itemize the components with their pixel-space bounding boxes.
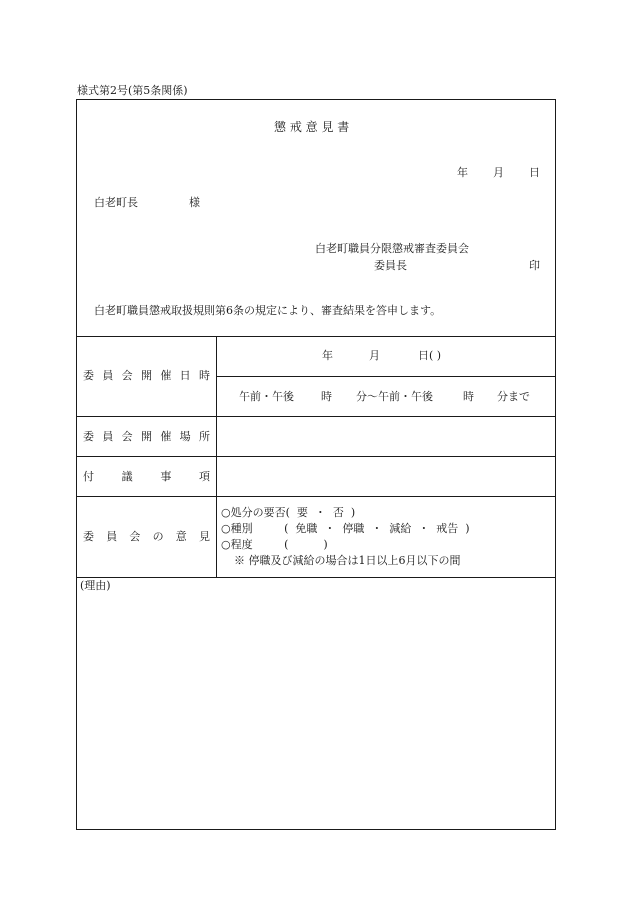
opinion-form-sheet: [76, 99, 556, 830]
committee-name: 白老町職員分限懲戒審査委員会: [315, 242, 469, 255]
date-year: 年: [457, 166, 468, 179]
committee-chair: 委員長: [374, 259, 407, 272]
meeting-date-day: 日( ): [418, 349, 442, 362]
meeting-start-hour: 時: [321, 390, 332, 403]
statement-text: 白老町職員懲戒取扱規則第6条の規定により、審査結果を答申します。: [94, 304, 442, 317]
meeting-end-minute: 分まで: [497, 390, 530, 403]
rule-datetime-split: [216, 376, 555, 377]
rule-label-column: [216, 336, 217, 577]
meeting-start-ampm: 午前・午後: [239, 390, 294, 403]
label-meeting-datetime: 委 員 会 開 催 日 時: [83, 369, 210, 382]
meeting-date-month: 月: [369, 349, 380, 362]
rule-after-opinion: [77, 577, 555, 578]
document-title: 懲 戒 意 見 書: [274, 120, 350, 134]
rule-table-top: [77, 336, 555, 337]
rule-after-agenda: [77, 496, 555, 497]
option-disposition-necessity: ○処分の要否( 要 ・ 否 ): [221, 506, 356, 519]
rule-after-place: [77, 456, 555, 457]
opinion-note: ※ 停職及び減給の場合は1日以上6月以下の間: [234, 554, 461, 567]
meeting-date-year: 年: [322, 349, 333, 362]
reason-label: (理由): [80, 579, 111, 592]
seal-mark: 印: [529, 259, 540, 272]
date-day: 日: [529, 166, 540, 179]
label-agenda: 付 議 事 項: [83, 470, 210, 483]
option-disposition-type: ○種別 ( 免職 ・ 停職 ・ 減給 ・ 戒告 ): [221, 522, 470, 535]
meeting-start-minute: 分〜午前・午後: [356, 390, 433, 403]
label-meeting-place: 委 員 会 開 催 場 所: [83, 430, 210, 443]
addressee-name: 白老町長: [94, 196, 138, 209]
addressee-honorific: 様: [189, 196, 200, 209]
rule-after-datetime: [77, 416, 555, 417]
meeting-end-hour: 時: [463, 390, 474, 403]
form-number-label: 様式第2号(第5条関係): [77, 84, 188, 97]
date-month: 月: [493, 166, 504, 179]
option-disposition-degree: ○程度 ( ): [221, 538, 328, 551]
label-committee-opinion: 委 員 会 の 意 見: [83, 530, 210, 543]
